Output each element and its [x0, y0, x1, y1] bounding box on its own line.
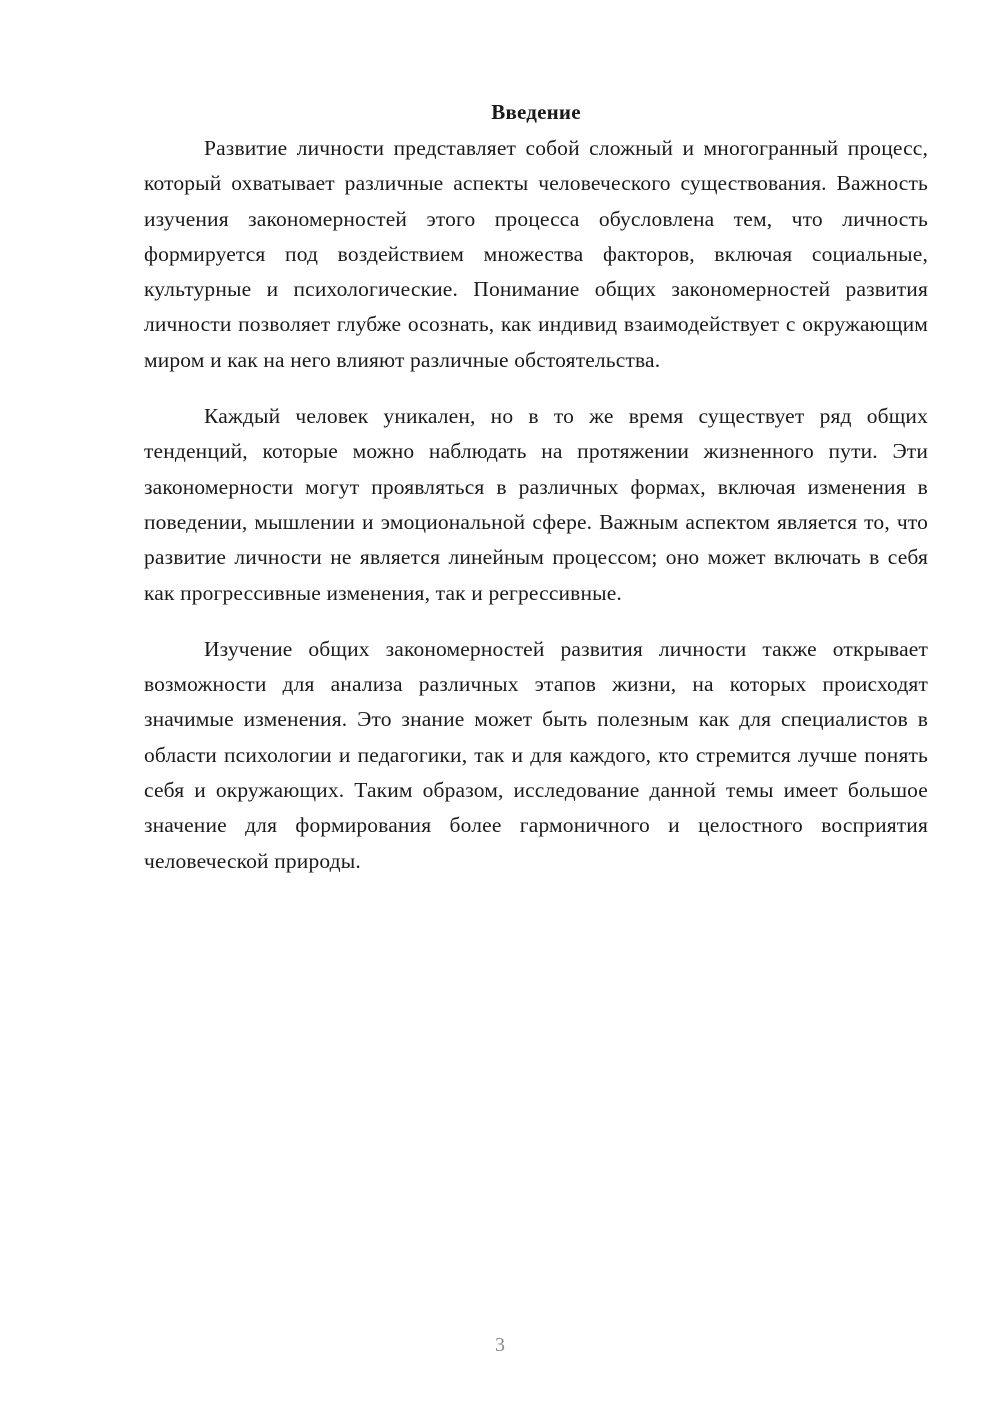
- page-number: 3: [495, 1334, 505, 1356]
- paragraph-3: Изучение общих закономерностей развития личности также открывает возможности для анализа различных этапов жизни, на которых происходят значимые изменения. Это знание может быть полезным как для специалистов в области психологии и педагогики, так и для каждого, кто стремится лучше понять себя и окружающих. Таким образом, исследование данной темы имеет большое значение для формирования более гармоничного и целостного восприятия человеческой природы.: [144, 636, 928, 873]
- paragraph-2: Каждый человек уникален, но в то же время существует ряд общих тенденций, которые можно наблюдать на протяжении жизненного пути. Эти закономерности могут проявляться в различных формах, включая изменения в поведении, мышлении и эмоциональной сфере. Важным аспектом является то, что развитие личности не является линейным процессом; оно может включать в себя как прогрессивные изменения, так и регрессивные.: [144, 404, 928, 605]
- paragraph-1: Развитие личности представляет собой сложный и многогранный процесс, который охватывает различные аспекты человеческого существования. Важность изучения закономерностей этого процесса обусловлена тем, что личность формируется под воздействием множества факторов, включая социальные, культурные и психологические. Понимание общих закономерностей развития личности позволяет глубже осознать, как индивид взаимодействует с окружающим миром и как на него влияют различные обстоятельства.: [144, 136, 928, 372]
- page-content: [144, 97, 928, 900]
- section-title: Введение: [491, 100, 581, 124]
